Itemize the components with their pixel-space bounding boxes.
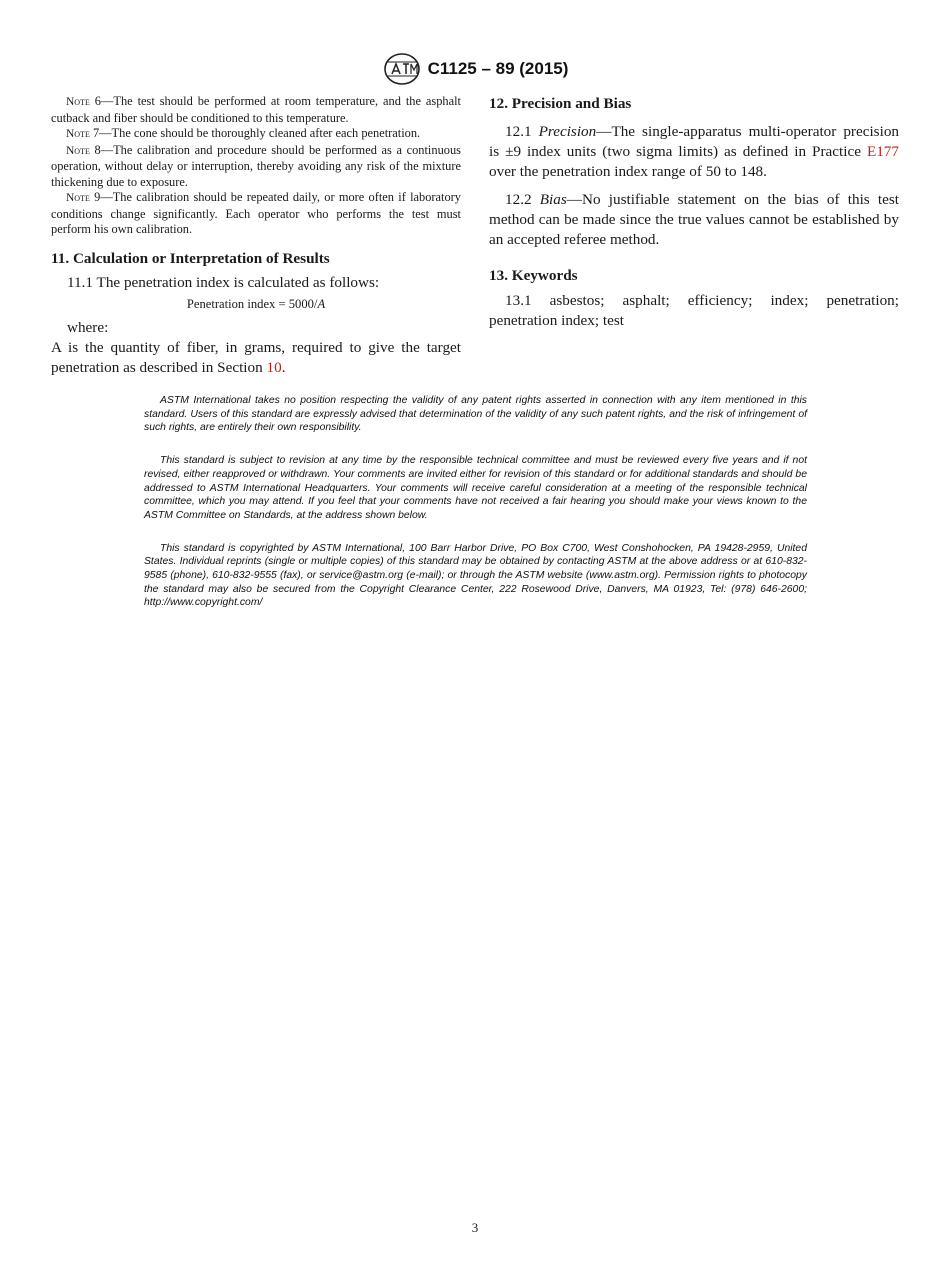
section-13-heading: 13. Keywords [489, 266, 578, 284]
para-12-2 [489, 190, 899, 249]
copyright-notice: This standard is copyrighted by ASTM International, 100 Barr Harbor Drive, PO Box C700, West Conshohocken, PA 19428-2959, United States. Individual reprints (single or multiple copies) of this standard may be obtained by contacting ASTM at the above address or at 610-832-9585 (phone), 610-832-9555 (fax), or service@astm.org (e-mail); or through the ASTM website (www.astm.org). Permission rights to photocopy the standard may also be secured from the Copyright Clearance Center, 222 Rosewood Drive, Danvers, MA 01923, Tel: (978) 646-2600; http://www.copyright.com/ [144, 542, 807, 609]
note-7 [51, 126, 461, 143]
right-column [489, 94, 899, 330]
bias-term: Bias [539, 191, 567, 209]
note-text: 8—The calibration and procedure should be performed as a continuous operation, without delay or interruption, thereby avoiding any risk of the mixture thickening due to exposure. [51, 142, 461, 189]
para-number: 12.2 [505, 191, 540, 209]
note-9 [51, 190, 461, 238]
note-6 [51, 94, 461, 126]
para-13-1: 13.1 asbestos; asphalt; efficiency; index; penetration; penetration index; test [489, 291, 899, 329]
equation-variable: A [317, 297, 326, 312]
note-label: Note [66, 144, 90, 157]
precision-term: Precision [538, 123, 597, 140]
para-number: 12.1 [505, 123, 539, 140]
precision-text: —The single-apparatus multi-operator precision is ±9 index units (two sigma limits) as defined in Practice [489, 123, 900, 160]
revision-notice: This standard is subject to revision at any time by the responsible technical committee and must be reviewed every five years and if not revised, either reapproved or withdrawn. Your comments are invited either for revision of this standard or for additional standards and should be addressed to ASTM International Headquarters. Your comments will receive careful consideration at a meeting of the responsible technical committee, which you may attend. If you feel that your comments have not received a fair hearing you should make your views known to the ASTM Committee on Standards, at the address shown below. [144, 455, 807, 521]
para-11-1: 11.1 The penetration index is calculated as follows: [67, 273, 380, 291]
penetration-index-equation [51, 297, 461, 312]
where-label: where: [67, 319, 109, 337]
definition-end: . [281, 358, 286, 376]
note-text: 9—The calibration should be repeated daily, or more often if laboratory conditions change significantly. Each operator who performs the test must perform his own calibration. [51, 190, 461, 236]
document-designation: C1125 – 89 (2015) [427, 59, 569, 78]
note-label: Note [66, 128, 90, 140]
note-label: Note [66, 96, 90, 108]
section-11-heading: 11. Calculation or Interpretation of Results [51, 249, 330, 267]
equation-lhs: Penetration index = 5000/ [186, 297, 318, 312]
precision-end: over the penetration index range of 50 to 148. [489, 162, 767, 180]
legal-footer [144, 394, 807, 629]
variable-definition [51, 338, 461, 378]
page-number: 3 [471, 1220, 479, 1235]
e177-link[interactable]: E177 [866, 142, 899, 160]
astm-logo-icon [382, 52, 422, 86]
note-text: 6—The test should be performed at room temperature, and the asphalt cutback and fiber should be conditioned to this temperature. [51, 94, 461, 125]
note-text: 7—The cone should be thoroughly cleaned after each penetration. [92, 126, 421, 140]
definition-text: A is the quantity of fiber, in grams, required to give the target penetration as described in Section [51, 339, 461, 376]
page-header [0, 52, 950, 86]
note-label: Note [66, 192, 90, 204]
patent-notice: ASTM International takes no position respecting the validity of any patent rights asserted in connection with any item mentioned in this standard. Users of this standard are expressly advised that determination of the validity of any such patent rights, and the risk of infringement of such rights, are entirely their own responsibility. [144, 395, 807, 434]
section-12-heading: 12. Precision and Bias [489, 95, 632, 112]
bias-text: —No justifiable statement on the bias of this test method can be made since the true values cannot be established by an accepted referee method. [489, 191, 899, 248]
section-10-link[interactable]: 10 [266, 358, 282, 376]
note-8 [51, 143, 461, 191]
left-column [51, 94, 461, 378]
para-12-1 [489, 122, 899, 181]
